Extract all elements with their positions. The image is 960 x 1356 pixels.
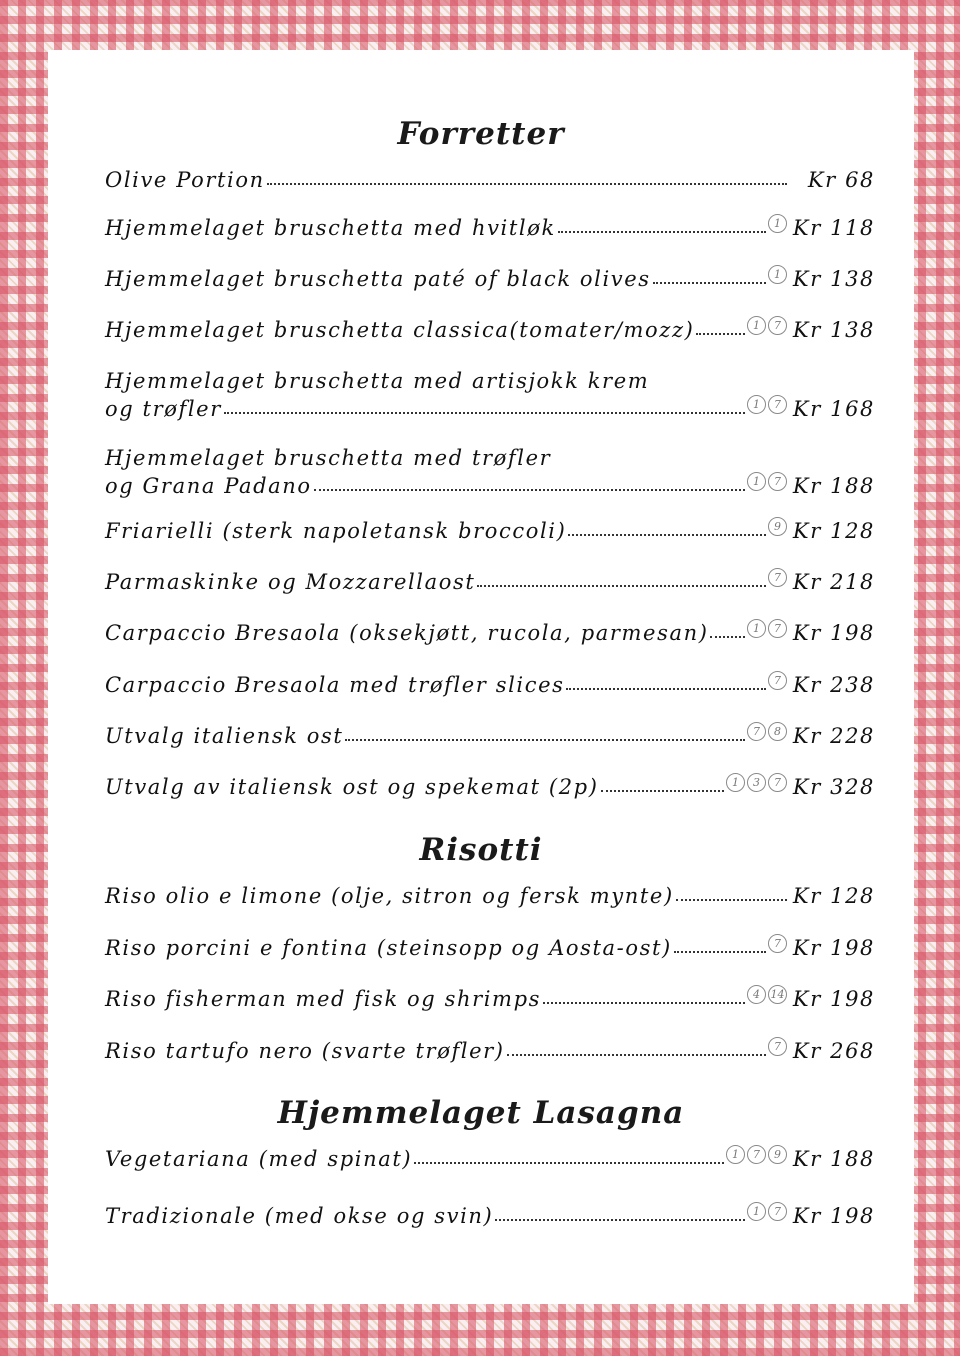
allergen-badge: 1 [726, 773, 745, 792]
dot-leader [696, 315, 745, 335]
menu-item-name: Tradizionale (med okse og svin) [105, 1204, 494, 1228]
allergen-badge: 7 [768, 568, 787, 587]
menu-item-name: Hjemmelaget bruschetta med hvitløk [105, 216, 556, 240]
allergen-codes [768, 517, 787, 536]
menu-item-price: Kr 198 [792, 987, 875, 1011]
menu-item-line [105, 166, 875, 194]
allergen-badge: 1 [747, 619, 766, 638]
menu-item-line [105, 722, 875, 750]
menu-item-name-line1: Hjemmelaget bruschetta med trøfler [105, 446, 552, 470]
allergen-badge: 4 [747, 985, 766, 1004]
menu-item-name: Hjemmelaget bruschetta classica(tomater/mozz) [105, 318, 695, 342]
menu-item-line [105, 1202, 875, 1230]
allergen-badge: 7 [768, 773, 787, 792]
menu-item-price: Kr 128 [792, 884, 875, 908]
menu-item-name: Vegetariana (med spinat) [105, 1147, 413, 1171]
menu-item [105, 214, 875, 242]
menu-item-name: Riso tartufo nero (svarte trøfler) [105, 1039, 505, 1063]
allergen-codes [768, 265, 787, 284]
menu-item [105, 1037, 875, 1065]
dot-leader [224, 394, 745, 414]
dot-leader [710, 618, 745, 638]
menu-item-price: Kr 138 [792, 267, 875, 291]
allergen-badge: 7 [768, 934, 787, 953]
allergen-codes [747, 985, 787, 1004]
section-title-forretter: Forretter [397, 116, 565, 152]
allergen-badge: 1 [747, 316, 766, 335]
menu-item-line [105, 214, 875, 242]
section-title-lasagna: Hjemmelaget Lasagna [277, 1095, 685, 1131]
allergen-badge: 14 [768, 985, 787, 1004]
allergen-codes [768, 568, 787, 587]
allergen-badge: 9 [768, 1145, 787, 1164]
menu-item-price: Kr 238 [792, 673, 875, 697]
dot-leader [345, 721, 745, 741]
menu-item-line [105, 985, 875, 1013]
allergen-codes [768, 934, 787, 953]
menu-item-line [105, 1037, 875, 1065]
menu-item [105, 265, 875, 293]
menu-item-price: Kr 198 [792, 621, 875, 645]
menu-item-name: og trøfler [105, 397, 222, 421]
menu-item [105, 1202, 875, 1230]
menu-item-line [105, 568, 875, 596]
menu-item-price: Kr 218 [792, 570, 875, 594]
allergen-badge: 1 [726, 1145, 745, 1164]
menu-item [105, 773, 875, 801]
allergen-badge: 7 [747, 722, 766, 741]
menu-item-name: Utvalg italiensk ost [105, 724, 344, 748]
dot-leader [558, 213, 766, 233]
dot-leader [566, 670, 766, 690]
menu-item-line [105, 1145, 875, 1173]
menu-item-price: Kr 328 [792, 775, 875, 799]
allergen-codes [747, 316, 787, 335]
allergen-badge: 1 [747, 472, 766, 491]
allergen-codes [768, 671, 787, 690]
menu-item-line [105, 472, 875, 500]
menu-item [105, 985, 875, 1013]
menu-item-line [105, 265, 875, 293]
allergen-badge: 7 [768, 619, 787, 638]
allergen-badge: 9 [768, 517, 787, 536]
allergen-codes [747, 1202, 787, 1221]
menu-page [48, 50, 914, 1304]
menu-item-name: Olive Portion [105, 168, 265, 192]
allergen-badge: 1 [747, 395, 766, 414]
menu-item [105, 367, 875, 423]
allergen-codes [747, 619, 787, 638]
dot-leader [601, 772, 725, 792]
allergen-badge: 1 [747, 1202, 766, 1221]
allergen-badge: 7 [768, 316, 787, 335]
menu-item-name: Riso porcini e fontina (steinsopp og Aosta-ost) [105, 936, 672, 960]
menu-item-price: Kr 188 [792, 474, 875, 498]
menu-item [105, 316, 875, 344]
menu-item-line [105, 773, 875, 801]
allergen-badge: 1 [768, 214, 787, 233]
menu-item [105, 882, 875, 910]
menu-item-line [105, 671, 875, 699]
menu-item [105, 722, 875, 750]
allergen-badge: 3 [747, 773, 766, 792]
menu-item-price: Kr 198 [792, 936, 875, 960]
menu-item-line [105, 934, 875, 962]
dot-leader [674, 933, 766, 953]
menu-item [105, 1145, 875, 1173]
allergen-badge: 7 [768, 1037, 787, 1056]
menu-item-name: Hjemmelaget bruschetta paté of black olives [105, 267, 651, 291]
menu-item-line [105, 619, 875, 647]
allergen-codes [747, 472, 787, 491]
menu-item-name-line1: Hjemmelaget bruschetta med artisjokk krem [105, 369, 650, 393]
menu-item [105, 619, 875, 647]
allergen-codes [768, 1037, 787, 1056]
allergen-codes [747, 395, 787, 414]
menu-item [105, 444, 875, 500]
menu-item-name: Carpaccio Bresaola (oksekjøtt, rucola, parmesan) [105, 621, 709, 645]
menu-item-name: Riso olio e limone (olje, sitron og fersk mynte) [105, 884, 674, 908]
allergen-codes [726, 1145, 787, 1164]
allergen-badge: 1 [768, 265, 787, 284]
menu-item-line [105, 882, 875, 910]
menu-item [105, 166, 875, 194]
menu-item-name: Utvalg av italiensk ost og spekemat (2p) [105, 775, 599, 799]
allergen-badge: 7 [768, 395, 787, 414]
allergen-codes [768, 214, 787, 233]
dot-leader [543, 984, 745, 1004]
menu-item [105, 934, 875, 962]
dot-leader [414, 1144, 724, 1164]
menu-item [105, 517, 875, 545]
menu-item-price: Kr 268 [792, 1039, 875, 1063]
allergen-badge: 8 [768, 722, 787, 741]
dot-leader [267, 165, 787, 185]
menu-item-name: Parmaskinke og Mozzarellaost [105, 570, 476, 594]
menu-item-price: Kr 188 [792, 1147, 875, 1171]
menu-item-name: Carpaccio Bresaola med trøfler slices [105, 673, 565, 697]
dot-leader [568, 516, 766, 536]
menu-item-name: Riso fisherman med fisk og shrimps [105, 987, 541, 1011]
menu-item-name: og Grana Padano [105, 474, 312, 498]
menu-item-line [105, 316, 875, 344]
menu-item [105, 671, 875, 699]
allergen-badge: 7 [768, 671, 787, 690]
dot-leader [653, 264, 766, 284]
allergen-codes [747, 722, 787, 741]
menu-item-price: Kr 228 [792, 724, 875, 748]
dot-leader [507, 1036, 766, 1056]
menu-item-price: Kr 198 [792, 1204, 875, 1228]
menu-item-price: Kr 68 [807, 168, 875, 192]
allergen-badge: 7 [768, 472, 787, 491]
menu-item-name: Friarielli (sterk napoletansk broccoli) [105, 519, 567, 543]
menu-item-price: Kr 128 [792, 519, 875, 543]
dot-leader [477, 567, 766, 587]
dot-leader [495, 1201, 745, 1221]
dot-leader [314, 471, 745, 491]
dot-leader [676, 881, 787, 901]
menu-item-price: Kr 168 [792, 397, 875, 421]
section-title-risotti: Risotti [419, 832, 543, 868]
allergen-badge: 7 [768, 1202, 787, 1221]
menu-item-line [105, 517, 875, 545]
menu-item-price: Kr 138 [792, 318, 875, 342]
menu-item [105, 568, 875, 596]
menu-item-line [105, 395, 875, 423]
allergen-badge: 7 [747, 1145, 766, 1164]
allergen-codes [726, 773, 787, 792]
menu-item-price: Kr 118 [792, 216, 875, 240]
